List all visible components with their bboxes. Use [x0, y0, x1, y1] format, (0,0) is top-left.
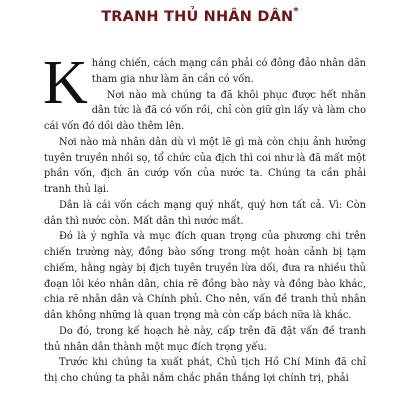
paragraph: Dân là cái vốn cách mạng quý nhất, quý hơn tất cả. Vì: Còn dân thì nước còn. Mất dân thì nước mất.: [44, 199, 366, 227]
title-footnote-mark: *: [293, 6, 299, 17]
chapter-title: [0, 7, 400, 25]
body-text: [43, 49, 366, 387]
paragraph: Đó là ý nghĩa và mục đích quan trọng của phương chi trên chiến trường này, đồng bào sống trong một hoàn cảnh bị tạm chiếm, hằng ngày bị địch tuyên truyền lừa dối, đưa ra nhiều thủ đoạn lôi kéo nhân dân, chia rẽ đồng bào này và đồng bào khác, chia rẽ nhân dân và Chính phủ. Cho nên, vấn đề tranh thủ nhân dân không những là quan trọng mà còn cấp bách nữa là khác.: [44, 231, 366, 321]
paragraph: Nơi nào mà chúng ta đã khôi phục được hết nhân dân tức là đã có vốn rồi, chỉ còn giữ gìn lấy và làm cho cái vốn đó dồi dào thêm lên.: [44, 89, 366, 132]
paragraph: Trước khi chúng ta xuất phát, Chủ tịch Hồ Chí Minh đã chỉ thị cho chúng ta phải nắm chắc phần thắng lợi chính trị, phải: [44, 357, 366, 384]
paragraph-text: háng chiến, cách mạng cần phải có đông đảo nhân dân tham gia như làm ăn cần có vốn.: [91, 58, 366, 85]
chapter-title-text: TRANH THỦ NHÂN DÂN: [101, 8, 294, 25]
paragraph: Do đó, trong kế hoạch hè này, cấp trên đã đặt vấn đề tranh thủ nhân dân thành một mục đích trọng yếu.: [44, 325, 366, 353]
drop-cap: K: [43, 49, 88, 117]
paragraph: Nơi nào mà nhân dân dù vì một lẽ gì mà còn chịu ảnh hưởng tuyên truyền nhồi sọ, tổ chức của địch thì coi như là đã mất một phần vốn, địch ăn cướp vốn của nước ta. Chúng ta cần phải tranh thủ lại.: [44, 136, 366, 195]
